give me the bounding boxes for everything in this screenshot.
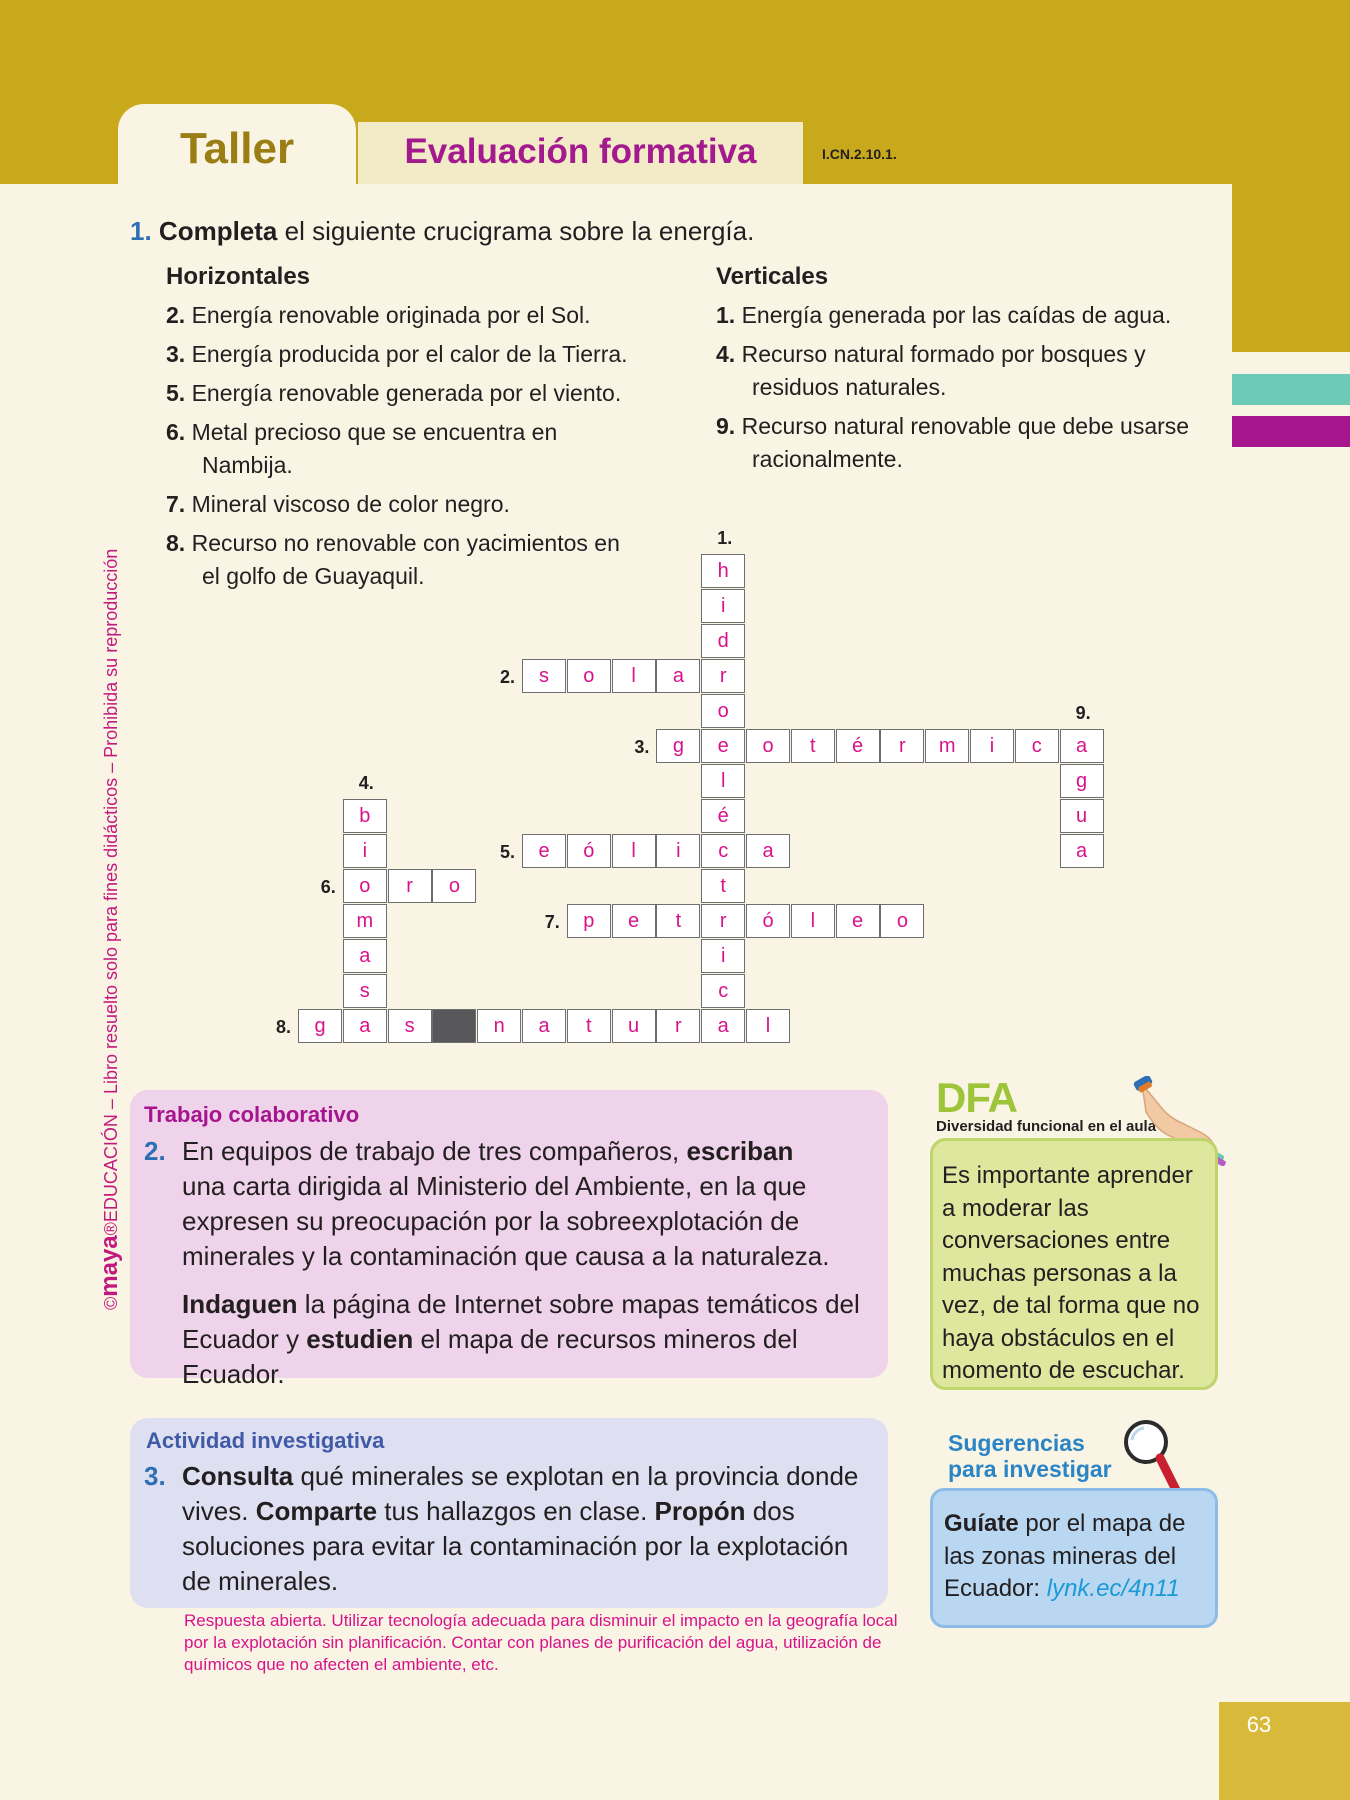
clue-text: Recurso natural renovable que debe usarse [741,413,1190,439]
crossword-cell[interactable]: i [970,729,1014,763]
indicator-code: I.CN.2.10.1. [822,146,897,162]
clue-text: Metal precioso que se encuentra en [191,419,558,445]
crossword-cell[interactable]: o [343,869,387,903]
crossword-number: 3. [634,737,650,757]
crossword-cell[interactable]: b [343,799,387,833]
question-1 [130,216,754,247]
paragraph-verb: Comparte [255,1496,378,1526]
paragraph-text: Ecuador y [182,1324,307,1354]
paragraph-text: soluciones para evitar la contaminación por la explotación [182,1531,849,1561]
section-title: Evaluación formativa [404,132,757,171]
clue-number: 8. [166,530,186,556]
crossword-cell[interactable]: g [656,729,700,763]
crossword-number: 1. [717,528,733,548]
clue-text: Energía renovable generada por el viento. [191,380,622,406]
paragraph-text: una carta dirigida al Ministerio del Ambiente, en la que [182,1171,807,1201]
crossword-cell[interactable]: t [656,904,700,938]
crossword-cell[interactable]: é [701,799,745,833]
crossword-cell[interactable]: l [701,764,745,798]
crossword-cell[interactable]: c [701,834,745,868]
suggestions-text [944,1508,1214,1606]
crossword-cell[interactable]: i [343,834,387,868]
crossword-cell[interactable]: t [791,729,835,763]
crossword-cell[interactable]: p [567,904,611,938]
paragraph-text: la página de Internet sobre mapas temáticos del [297,1289,860,1319]
paragraph-verb: Indaguen [182,1289,298,1319]
clue-v-4 [716,338,1146,404]
crossword-cell[interactable]: i [656,834,700,868]
paragraph-text: minerales y la contaminación que causa a la naturaleza. [182,1241,830,1271]
crossword-cell[interactable]: s [388,1009,432,1043]
crossword-number: 6. [320,877,336,897]
clue-h-8 [166,527,620,593]
crossword-cell[interactable]: l [612,659,656,693]
crossword-cell[interactable]: e [836,904,880,938]
page-number: 63 [1246,1712,1272,1737]
paragraph-text: vives. [182,1496,256,1526]
clue-text: Recurso natural formado por bosques y [741,341,1146,367]
crossword-number: 2. [500,667,516,687]
paragraph-text: el mapa de recursos mineros del Ecuador. [182,1324,798,1389]
crossword-number: 4. [358,773,374,793]
crossword-cell[interactable]: g [1060,764,1104,798]
suggestions-title-line: para investigar [948,1456,1112,1482]
crossword-cell[interactable]: a [746,834,790,868]
crossword-cell[interactable]: s [522,659,566,693]
paragraph-text: tus hallazgos en clase. [377,1496,655,1526]
clue-h-6 [166,416,557,482]
crossword-cell[interactable]: é [836,729,880,763]
paragraph-verb: Consulta [182,1461,294,1491]
clue-h-7 [166,488,510,521]
crossword-cell[interactable]: o [880,904,924,938]
question-number: 1. [130,216,152,246]
clue-number: 1. [716,302,736,328]
crossword-cell[interactable]: u [1060,799,1104,833]
crossword-cell[interactable]: r [701,904,745,938]
crossword-number: 7. [544,912,560,932]
crossword-cell[interactable]: a [343,1009,387,1043]
dfa-logo: DFA [936,1074,1017,1121]
dfa-subtitle: Diversidad funcional en el aula [936,1118,1157,1135]
horizontales-title: Horizontales [166,263,311,290]
crossword-cell[interactable]: a [343,939,387,973]
crossword-cell[interactable]: d [701,624,745,658]
brand-name: maya [96,1235,123,1297]
clue-text: Energía renovable originada por el Sol. [191,302,591,328]
dfa-text: Es importante aprender a moderar las conversaciones entre muchas personas a la vez, de tal forma que no haya obstáculos en el momento de escuchar. [942,1162,1200,1384]
crossword-cell[interactable]: o [701,694,745,728]
clue-text: Mineral viscoso de color negro. [191,491,510,517]
crossword-cell[interactable]: n [477,1009,521,1043]
crossword-cell[interactable]: m [343,904,387,938]
clue-text-cont: residuos naturales. [752,374,947,400]
taller-label: Taller [179,124,295,173]
crossword-cell[interactable]: t [701,869,745,903]
crossword-cell[interactable]: r [880,729,924,763]
instruction-verb: Completa [158,216,278,246]
paragraph-verb: escriban [686,1136,794,1166]
instruction-text: el siguiente crucigrama sobre la energía. [277,216,755,246]
suggestions-verb: Guíate [944,1510,1019,1537]
crossword-cell[interactable]: l [612,834,656,868]
crossword-cell[interactable]: r [701,659,745,693]
answer-text: Respuesta abierta. Utilizar tecnología adecuada para disminuir el impacto en la geografía local por la explotación sin planificación. Contar con planes de purificación del agua, utilización de químicos que no afecten el ambiente, etc. [184,1611,898,1674]
clue-number: 4. [716,341,736,367]
crossword-cell[interactable]: g [298,1009,342,1043]
crossword-cell[interactable]: c [701,974,745,1008]
research-activity-title: Actividad investigativa [146,1428,385,1453]
clue-number: 2. [166,302,186,328]
crossword-cell[interactable]: o [567,659,611,693]
collaborative-paragraph-1 [182,1134,882,1274]
collaborative-paragraph-2 [182,1287,882,1392]
crossword-number: 8. [276,1017,292,1037]
paragraph-text: expresen su preocupación por la sobreexplotación de [182,1206,800,1236]
clue-text: Recurso no renovable con yacimientos en [191,530,620,556]
clue-text-cont: el golfo de Guayaquil. [202,563,425,589]
crossword-cell[interactable]: l [746,1009,790,1043]
crossword-number: 9. [1075,703,1091,723]
crossword-blank-cell[interactable] [432,1009,476,1043]
clue-h-3 [166,338,628,371]
verticales-title: Verticales [716,263,829,290]
crossword-cell[interactable]: e [522,834,566,868]
crossword-cell[interactable]: a [1060,834,1104,868]
crossword-cell[interactable]: c [1015,729,1059,763]
research-number [144,1459,166,1494]
paragraph-text: dos [745,1496,795,1526]
crossword-cell[interactable]: r [656,1009,700,1043]
crossword-cell[interactable]: h [701,554,745,588]
crossword-cell[interactable]: a [522,1009,566,1043]
clue-number: 5. [166,380,186,406]
suggestions-title-line: Sugerencias [948,1430,1085,1456]
suggestions-body: por el mapa de las zonas mineras del Ecuador: [944,1510,1186,1602]
crossword-cell[interactable]: e [612,904,656,938]
suggestions-link[interactable]: lynk.ec/4n11 [1046,1575,1180,1602]
crossword-cell[interactable]: ó [746,904,790,938]
clue-text: Energía generada por las caídas de agua. [741,302,1172,328]
crossword-cell[interactable]: e [701,729,745,763]
clue-number: 7. [166,491,186,517]
clue-h-2 [166,299,591,332]
crossword-cell[interactable]: r [388,869,432,903]
question-number: 2. [144,1136,166,1166]
crossword-cell[interactable]: a [1060,729,1104,763]
clue-text-cont: racionalmente. [752,446,903,472]
collaborative-number [144,1134,166,1169]
crossword-cell[interactable]: a [701,1009,745,1043]
crossword-cell[interactable]: i [701,589,745,623]
paragraph-text: de minerales. [182,1566,339,1596]
crossword-number: 5. [500,842,516,862]
clue-text: Energía producida por el calor de la Tierra. [191,341,628,367]
research-paragraph [182,1459,882,1599]
crossword-cell[interactable]: s [343,974,387,1008]
clue-v-1 [716,299,1171,332]
paragraph-verb: Propón [654,1496,746,1526]
magenta-strip [1232,416,1350,447]
clue-text-cont: Nambija. [202,452,293,478]
copyright-text: EDUCACIÓN – Libro resuelto solo para fines didácticos – Prohibida su reproducción [101,548,121,1223]
suggestions-title [948,1430,1112,1482]
copyright-side-text: ©maya®EDUCACIÓN – Libro resuelto solo para fines didácticos – Prohibida su reproducción [96,548,123,1310]
crossword-cell[interactable]: o [432,869,476,903]
clue-number: 6. [166,419,186,445]
side-band [1232,0,1350,352]
clue-h-5 [166,377,621,410]
clue-number: 3. [166,341,186,367]
collaborative-work-title: Trabajo colaborativo [144,1102,360,1127]
question-number: 3. [144,1461,166,1491]
crossword-cell[interactable]: l [791,904,835,938]
crossword-cell[interactable]: o [746,729,790,763]
crossword-cell[interactable]: m [925,729,969,763]
crossword-cell[interactable]: t [567,1009,611,1043]
clue-number: 9. [716,413,736,439]
crossword-cell[interactable]: u [612,1009,656,1043]
paragraph-text: qué minerales se explotan en la provincia donde [293,1461,859,1491]
teal-strip [1232,374,1350,405]
crossword-cell[interactable]: i [701,939,745,973]
crossword-cell[interactable]: a [656,659,700,693]
crossword-cell[interactable]: ó [567,834,611,868]
clue-v-9 [716,410,1189,476]
paragraph-verb: estudien [306,1324,414,1354]
paragraph-text: En equipos de trabajo de tres compañeros, [182,1136,687,1166]
